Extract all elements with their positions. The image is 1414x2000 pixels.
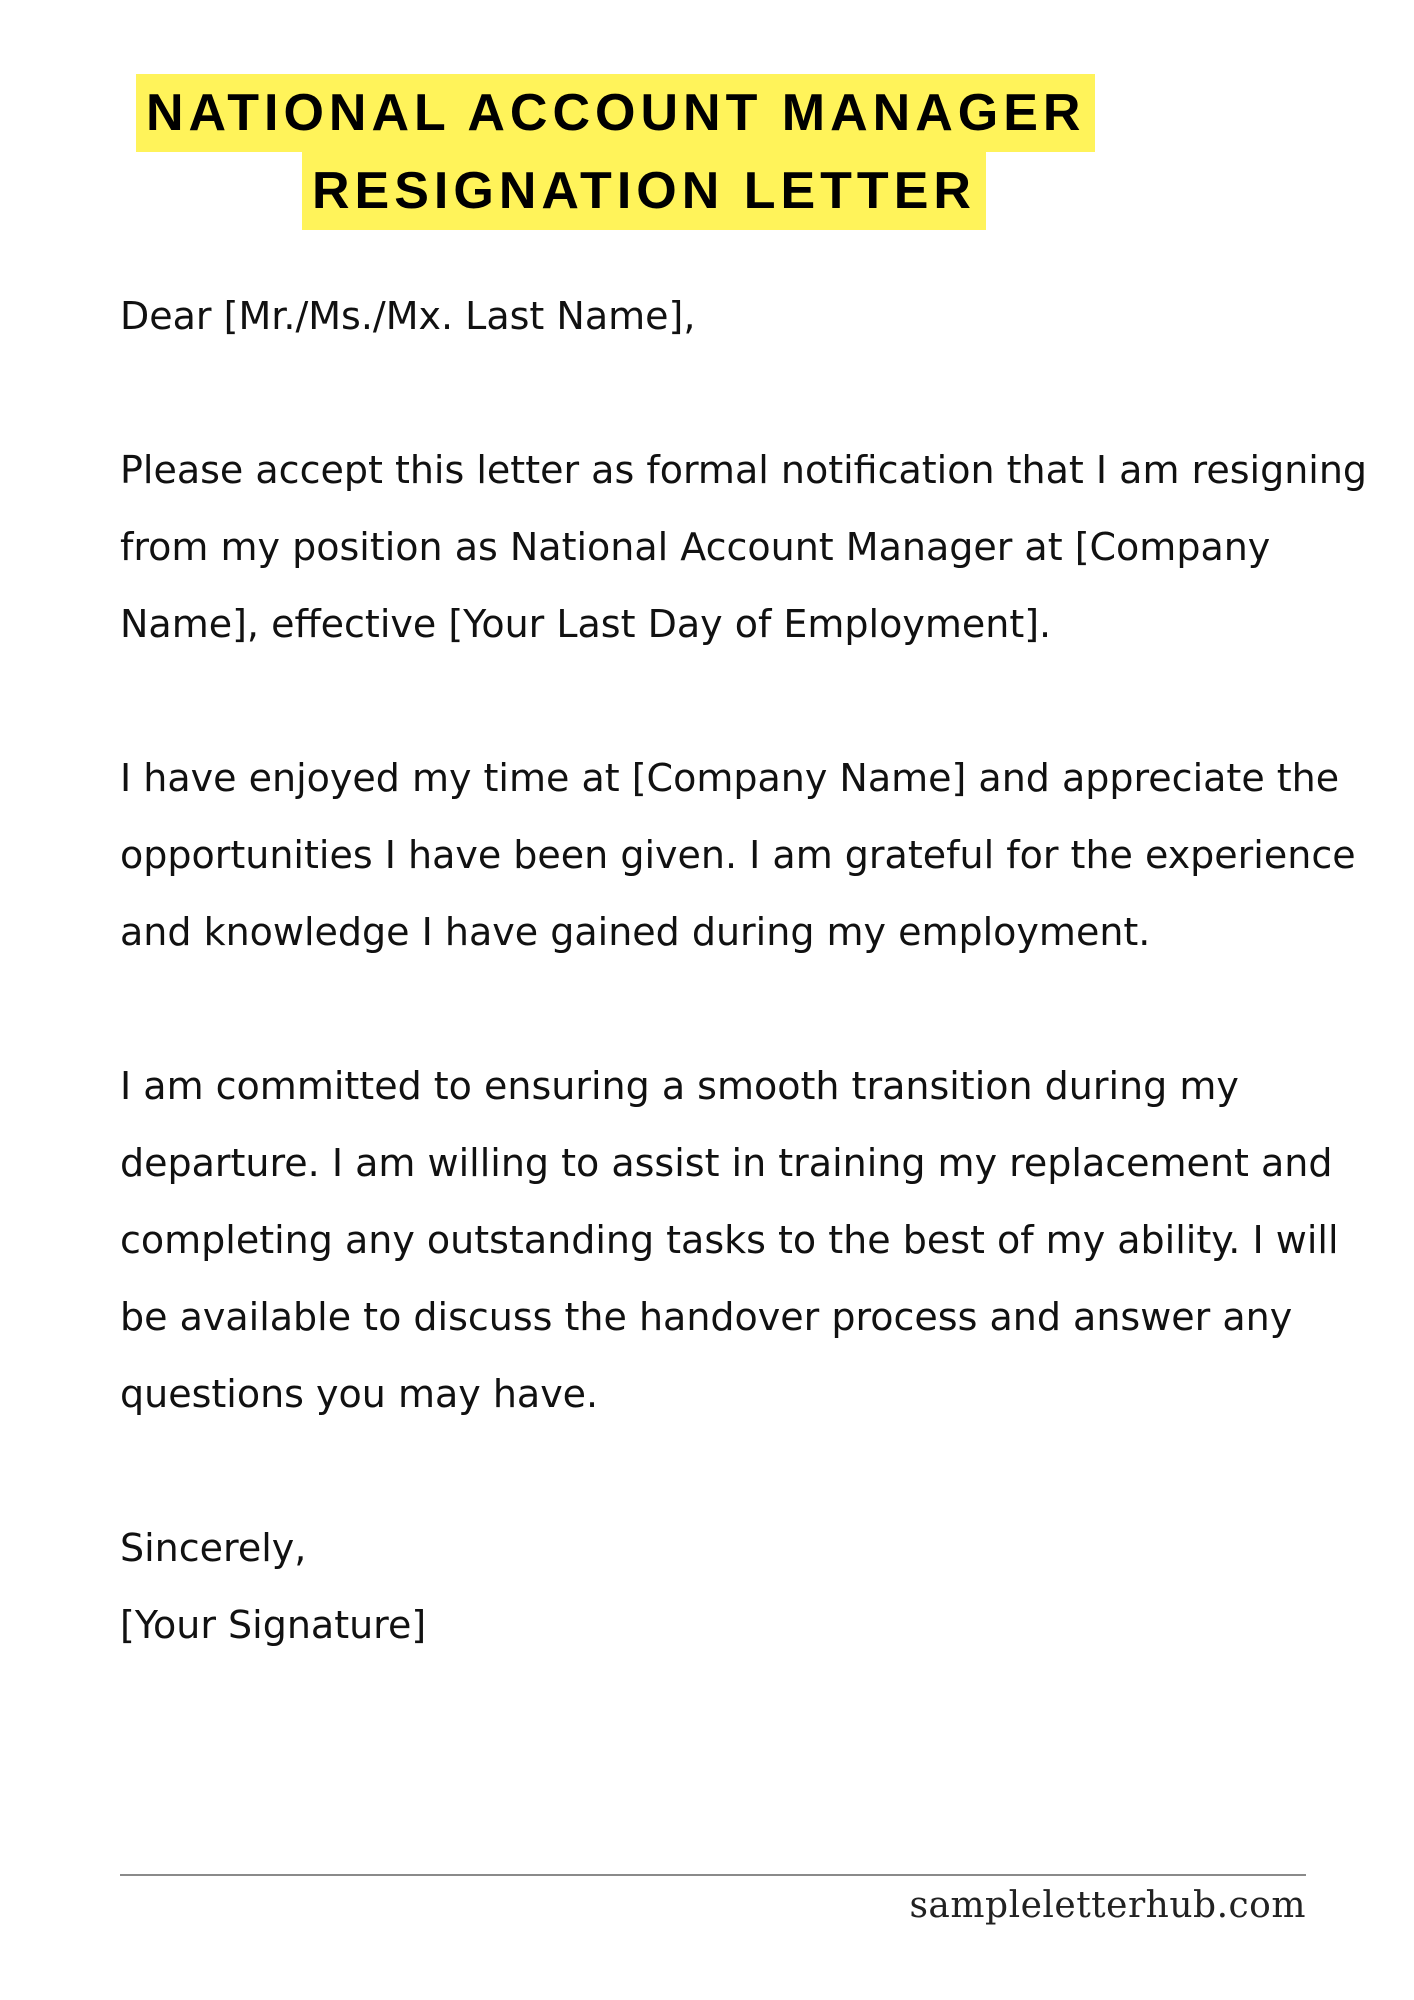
letter-body [120,278,1370,1664]
closing: Sincerely, [120,1526,307,1570]
paragraph-2: I have enjoyed my time at [Company Name] and appreciate the opportunities I have been given. I am grateful for the experience and knowledge I have gained during my employment. [120,756,1356,954]
title-line-1: NATIONAL ACCOUNT MANAGER [136,74,1095,152]
title-line-2: RESIGNATION LETTER [302,152,986,230]
paragraph-1: Please accept this letter as formal notification that I am resigning from my position as National Account Manager at [Company Name], effective [Your Last Day of Employment]. [120,448,1368,646]
signature-rule [120,1874,1306,1876]
paragraph-3: I am committed to ensuring a smooth transition during my departure. I am willing to assist in training my replacement and completing any outstanding tasks to the best of my ability. I will be available to discuss the handover process and answer any questions you may have. [120,1064,1339,1416]
website-footer: sampleletterhub.com [909,1885,1306,1926]
signature: [Your Signature] [120,1603,427,1647]
greeting: Dear [Mr./Ms./Mx. Last Name], [120,294,696,338]
